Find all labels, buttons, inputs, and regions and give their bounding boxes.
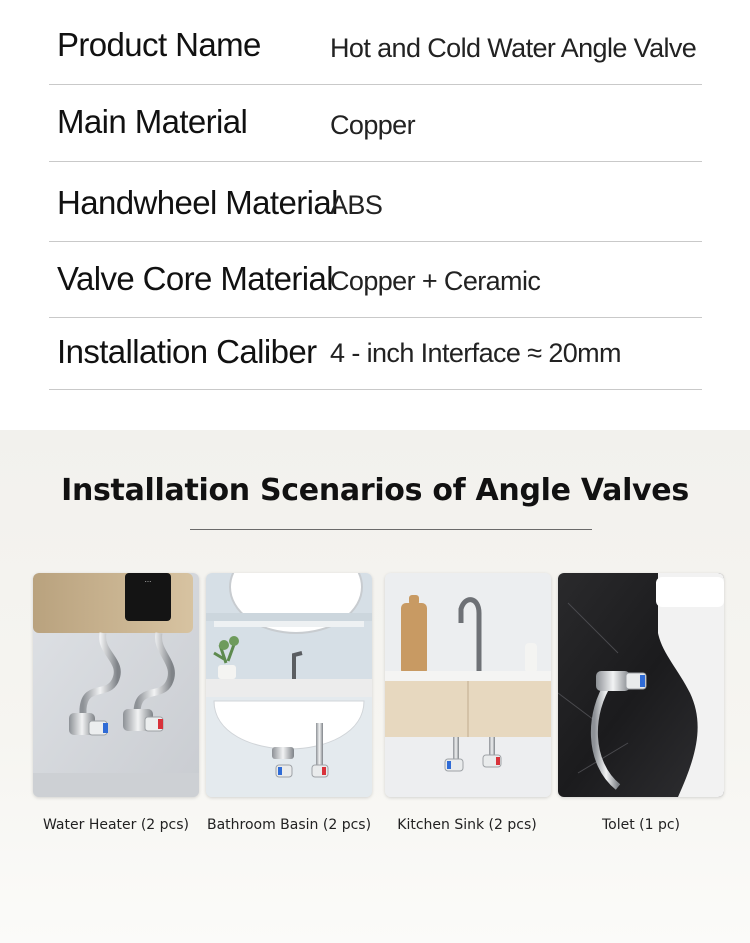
toilet-photo (558, 573, 724, 797)
spec-row-main-material (49, 85, 702, 162)
spec-value: Copper (330, 110, 415, 140)
bathroom-basin-photo (206, 573, 372, 797)
installation-scenarios-section (0, 430, 750, 943)
scenario-caption: Bathroom Basin (2 pcs) (206, 817, 372, 833)
spec-row-product-name (49, 12, 702, 85)
section-title: Installation Scenarios of Angle Valves (61, 473, 689, 508)
spec-label: Valve Core Material (57, 260, 333, 297)
spec-value: ABS (330, 190, 383, 220)
kitchen-sink-photo (385, 573, 551, 797)
spec-row-valve-core-material (49, 242, 702, 318)
spec-value: Copper + Ceramic (330, 266, 541, 296)
svg-text:...: ... (144, 576, 152, 584)
spec-label: Handwheel Material (57, 184, 338, 221)
scenario-caption: Water Heater (2 pcs) (42, 817, 190, 833)
spec-label: Installation Caliber (57, 333, 317, 370)
spec-label: Main Material (57, 103, 248, 140)
spec-value: Hot and Cold Water Angle Valve (330, 33, 697, 63)
title-underline (190, 529, 592, 530)
spec-table (0, 0, 750, 430)
scenario-caption: Tolet (1 pc) (601, 817, 681, 833)
spec-row-installation-caliber (49, 318, 702, 390)
water-heater-photo (33, 573, 199, 797)
spec-row-handwheel-material (49, 162, 702, 242)
spec-value: 4 - inch Interface ≈ 20mm (330, 338, 621, 368)
scenario-caption: Kitchen Sink (2 pcs) (397, 817, 537, 833)
spec-label: Product Name (57, 26, 261, 63)
